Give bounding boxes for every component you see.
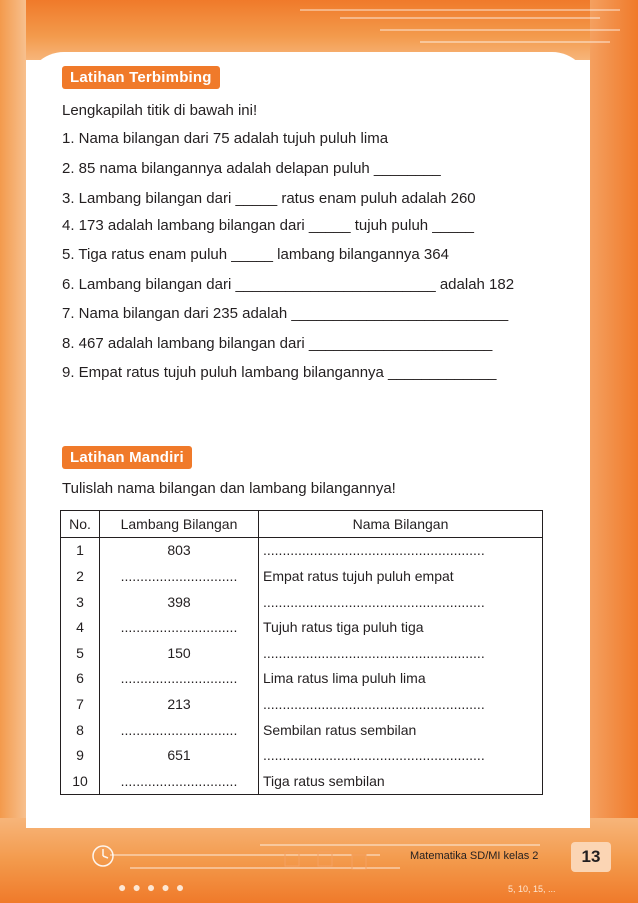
right-border	[590, 0, 638, 903]
sequence-text: 5, 10, 15, ...	[508, 884, 556, 894]
cell-nama: .........................................................	[259, 640, 543, 666]
cell-lambang: 213	[100, 691, 259, 717]
header-nama: Nama Bilangan	[259, 511, 543, 538]
guided-exercise-tab: Latihan Terbimbing	[62, 66, 220, 89]
question-4: 4. 173 adalah lambang bilangan dari _____ tujuh puluh _____	[62, 217, 475, 234]
question-9: 9. Empat ratus tujuh puluh lambang bilangannya _____________	[62, 364, 497, 381]
cell-lambang: 150	[100, 640, 259, 666]
table-header-row	[61, 511, 543, 538]
decorative-dots: ●●●●●	[118, 879, 191, 895]
table-row	[61, 589, 543, 615]
cell-nama: .........................................................	[259, 742, 543, 768]
question-7: 7. Nama bilangan dari 235 adalah __________________________	[62, 305, 509, 322]
header-lambang: Lambang Bilangan	[100, 511, 259, 538]
table-row	[61, 717, 543, 743]
cell-nama: Tiga ratus sembilan	[259, 768, 543, 794]
cell-no: 10	[61, 768, 100, 794]
table-row	[61, 563, 543, 589]
cell-nama: .........................................................	[259, 691, 543, 717]
cell-lambang: ..............................	[100, 666, 259, 692]
guided-instruction: Lengkapilah titik di bawah ini!	[62, 102, 258, 119]
table-row	[61, 691, 543, 717]
cell-lambang: ..............................	[100, 614, 259, 640]
cell-nama: Lima ratus lima puluh lima	[259, 666, 543, 692]
question-8: 8. 467 adalah lambang bilangan dari ______________________	[62, 335, 493, 352]
question-3: 3. Lambang bilangan dari _____ ratus enam puluh adalah 260	[62, 190, 476, 207]
table-row	[61, 666, 543, 692]
independent-instruction: Tulislah nama bilangan dan lambang bilangannya!	[62, 480, 396, 497]
cell-no: 7	[61, 691, 100, 717]
cell-nama: .........................................................	[259, 589, 543, 615]
cell-lambang: ..............................	[100, 717, 259, 743]
table-row	[61, 614, 543, 640]
table-row	[61, 537, 543, 563]
cell-lambang: 803	[100, 537, 259, 563]
cell-lambang: 651	[100, 742, 259, 768]
cell-no: 8	[61, 717, 100, 743]
table-row	[61, 640, 543, 666]
cell-no: 9	[61, 742, 100, 768]
cell-nama: .........................................................	[259, 537, 543, 563]
question-5: 5. Tiga ratus enam puluh _____ lambang bilangannya 364	[62, 246, 449, 263]
table-row	[61, 742, 543, 768]
book-title: Matematika SD/MI kelas 2	[410, 850, 539, 862]
cell-lambang: 398	[100, 589, 259, 615]
question-6: 6. Lambang bilangan dari ________________________ adalah 182	[62, 276, 515, 293]
header-no: No.	[61, 511, 100, 538]
cell-nama: Tujuh ratus tiga puluh tiga	[259, 614, 543, 640]
number-table	[60, 510, 543, 795]
cell-no: 4	[61, 614, 100, 640]
independent-exercise-tab: Latihan Mandiri	[62, 446, 192, 469]
page-number: 13	[571, 842, 611, 872]
cell-lambang: ..............................	[100, 768, 259, 794]
cell-nama: Empat ratus tujuh puluh empat	[259, 563, 543, 589]
cell-no: 6	[61, 666, 100, 692]
question-1: 1. Nama bilangan dari 75 adalah tujuh puluh lima	[62, 130, 389, 147]
cell-no: 5	[61, 640, 100, 666]
cell-nama: Sembilan ratus sembilan	[259, 717, 543, 743]
cell-no: 2	[61, 563, 100, 589]
question-2: 2. 85 nama bilangannya adalah delapan puluh ________	[62, 160, 441, 177]
cell-no: 3	[61, 589, 100, 615]
table-row	[61, 768, 543, 794]
header-band	[0, 0, 638, 60]
cell-no: 1	[61, 537, 100, 563]
cell-lambang: ..............................	[100, 563, 259, 589]
left-border	[0, 0, 26, 903]
